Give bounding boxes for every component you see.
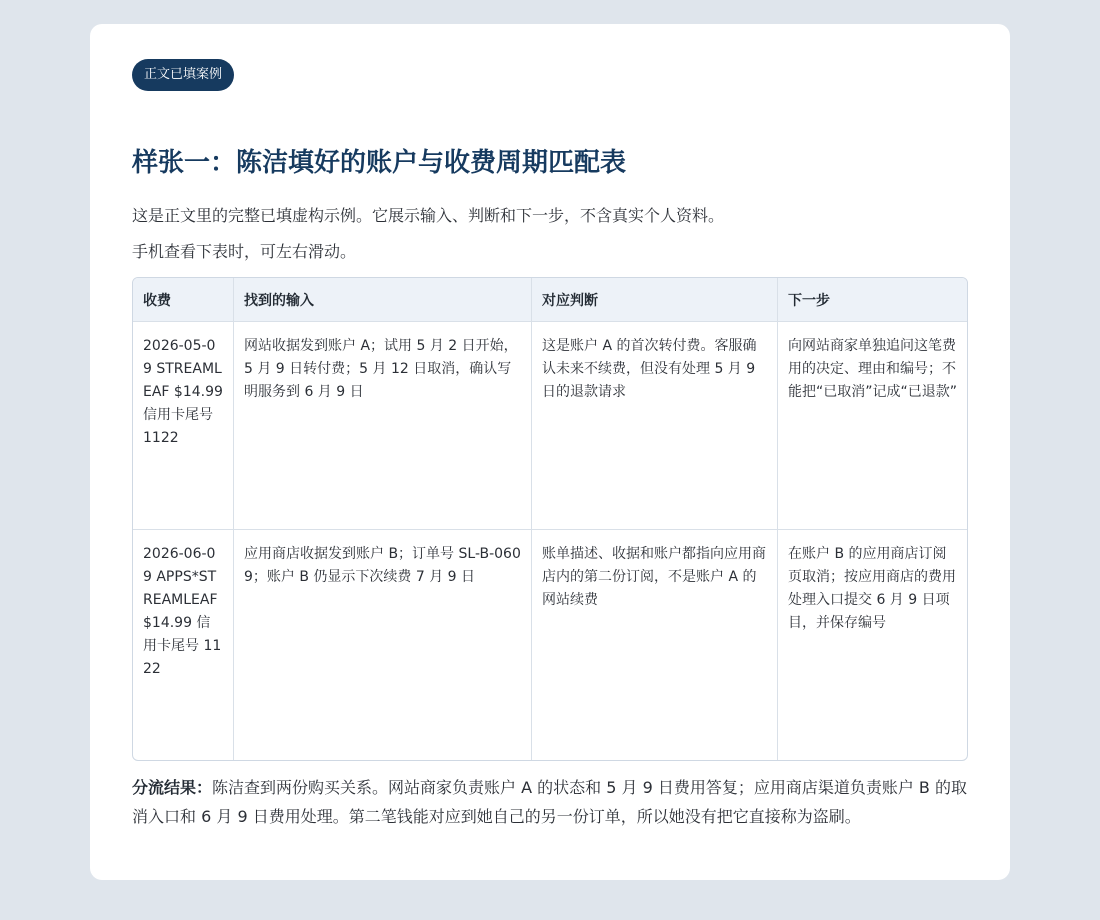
case-badge: 正文已填案例 [132,59,234,91]
matching-table [133,278,967,760]
cell-fee: 2026-06-09 APPS*STREAMLEAF $14.99 信用卡尾号 1122 [133,530,234,761]
cell-judgment: 这是账户 A 的首次转付费。客服确认未来不续费，但没有处理 5 月 9 日的退款请求 [532,322,778,530]
cell-next-step: 在账户 B 的应用商店订阅页取消；按应用商店的费用处理入口提交 6 月 9 日项目，并保存编号 [788,546,956,631]
header-input: 找到的输入 [234,278,532,322]
cell-input: 应用商店收据发到账户 B；订单号 SL-B-0609；账户 B 仍显示下次续费 7 月 9 日 [234,530,532,761]
intro-text: 这是正文里的完整已填虚构示例。它展示输入、判断和下一步，不含真实个人资料。 [132,206,725,225]
triage-result-label: 分流结果： [132,778,213,797]
table-header-row [133,278,967,322]
cell-input: 网站收据发到账户 A；试用 5 月 2 日开始，5 月 9 日转付费；5 月 12 日取消，确认写明服务到 6 月 9 日 [234,322,532,530]
header-fee: 收费 [133,278,234,322]
case-card [90,24,1010,880]
triage-result [132,773,968,831]
table-row [133,322,967,530]
triage-result-text: 陈洁查到两份购买关系。网站商家负责账户 A 的状态和 5 月 9 日费用答复；应用商店渠道负责账户 B 的取消入口和 6 月 9 日费用处理。第二笔钱能对应到她自己的另一份订单，所以她没有把它直接称为盗刷。 [132,778,967,826]
cell-next-step: 向网站商家单独追问这笔费用的决定、理由和编号；不能把“已取消”记成“已退款” [778,322,968,530]
header-judgment: 对应判断 [532,278,778,322]
page-title: 样张一：陈洁填好的账户与收费周期匹配表 [132,148,627,178]
cell-fee: 2026-05-09 STREAMLEAF $14.99 信用卡尾号 1122 [133,322,234,530]
cell-judgment: 账单描述、收据和账户都指向应用商店内的第二份订阅，不是账户 A 的网站续费 [532,530,778,761]
mobile-scroll-note: 手机查看下表时，可左右滑动。 [132,242,357,261]
matching-table-scroll[interactable] [132,277,968,761]
header-next-step: 下一步 [778,278,968,322]
table-row [133,530,967,761]
